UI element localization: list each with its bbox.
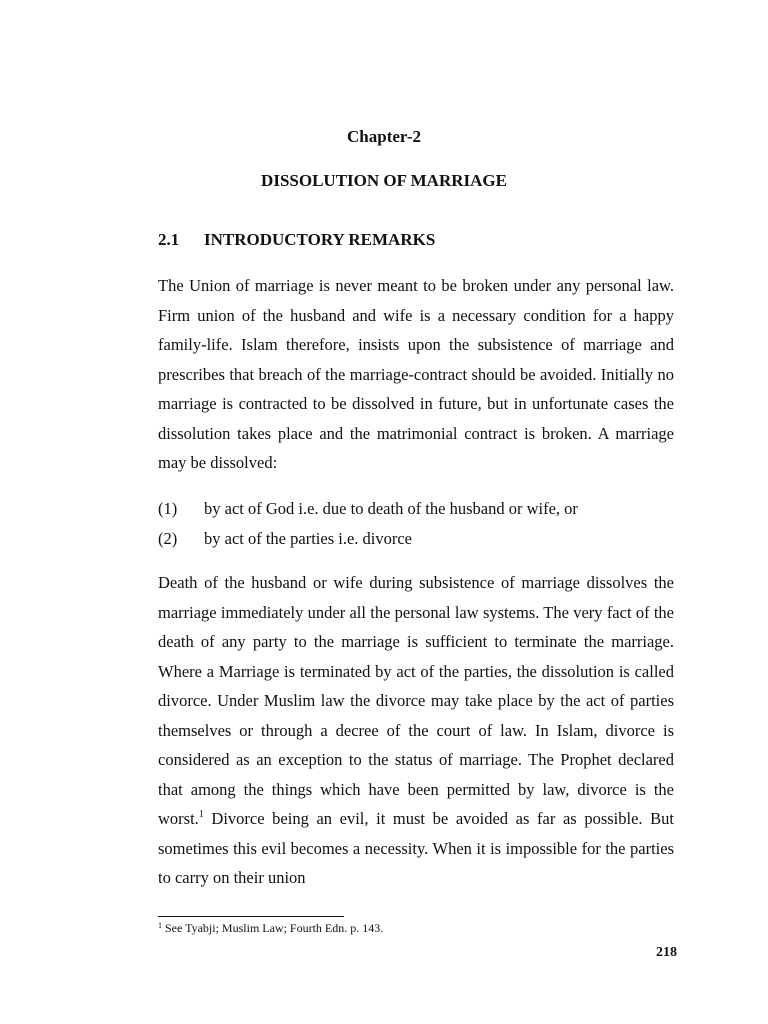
dissolution-list — [158, 494, 674, 554]
footnote-reference: 1 — [198, 809, 204, 820]
chapter-title: DISSOLUTION OF MARRIAGE — [261, 171, 507, 190]
section-number: 2.1 — [158, 230, 180, 249]
page-number: 218 — [656, 945, 677, 960]
footnote-text: See Tyabji; Muslim Law; Fourth Edn. p. 143. — [162, 921, 384, 935]
list-marker: (1) — [158, 499, 178, 518]
chapter-label: Chapter-2 — [347, 127, 421, 146]
body-text-part1: Death of the husband or wife during subsistence of marriage dissolves the marriage immediately under all the personal law systems. The very fact of the death of any party to the marriage is sufficient to terminate the marriage. Where a Marriage is terminated by act of the parties, the dissolution is called divorce. Under Muslim law the divorce may take place by the act of parties themselves or through a decree of the court of law. In Islam, divorce is considered as an exception to the status of marriage. The Prophet declared that among the things which have been permitted by law, divorce is the worst. — [158, 573, 674, 828]
section-heading — [158, 230, 435, 250]
intro-paragraph: The Union of marriage is never meant to be broken under any personal law. Firm union of the husband and wife is a necessary condition for a happy family-life. Islam therefore, insists upon the subsistence of marriage and prescribes that breach of the marriage-contract should be avoided. Initially no marriage is contracted to be dissolved in future, but in unfortunate cases the dissolution takes place and the matrimonial contract is broken. A marriage may be dissolved: — [158, 276, 674, 472]
body-text-part2: Divorce being an evil, it must be avoided as far as possible. But sometimes this evil becomes a necessity. When it is impossible for the parties to carry on their union — [158, 809, 674, 887]
list-marker: (2) — [158, 529, 178, 548]
list-item — [158, 524, 674, 554]
list-text: by act of the parties i.e. divorce — [204, 529, 412, 548]
body-paragraph — [158, 568, 674, 893]
footnote-marker: 1 — [158, 921, 162, 930]
footnote-divider — [158, 916, 344, 917]
footnote — [158, 921, 383, 936]
list-item — [158, 494, 674, 524]
list-text: by act of God i.e. due to death of the husband or wife, or — [204, 499, 578, 518]
section-title: INTRODUCTORY REMARKS — [204, 230, 436, 249]
